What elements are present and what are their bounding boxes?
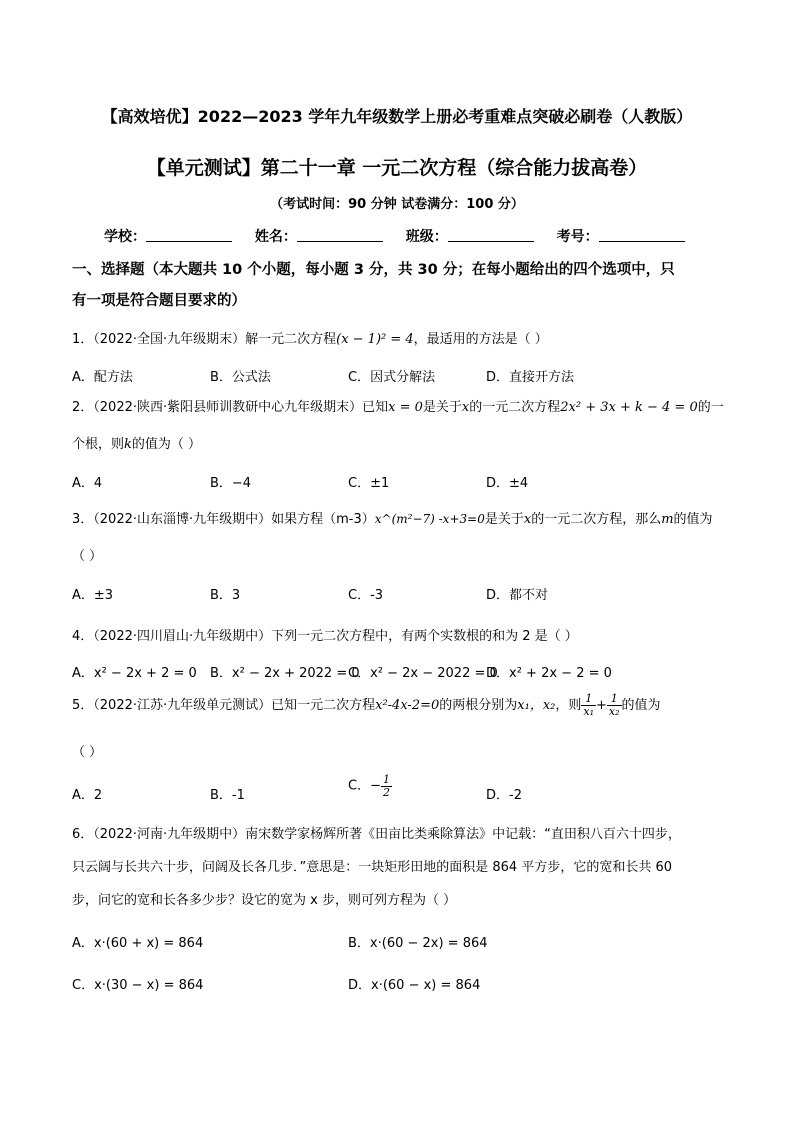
q1-option-c[interactable]: C．因式分解法 (348, 370, 436, 385)
q3-text-c: 的一元二次方程，那么 (531, 512, 662, 527)
q4-option-d[interactable]: D．x² + 2x − 2 = 0 (486, 666, 612, 681)
q1-option-a[interactable]: A．配方法 (72, 370, 133, 385)
unit-test-title: 【单元测试】第二十一章 一元二次方程（综合能力拔高卷） (146, 157, 648, 179)
q4-option-c[interactable]: C．x² − 2x − 2022 = 0 (348, 666, 498, 681)
q6-option-b[interactable]: B．x·(60 − 2x) = 864 (348, 936, 488, 951)
class-blank[interactable] (448, 229, 534, 242)
q2-text-b: 是关于 (422, 400, 462, 415)
q4-option-a[interactable]: A．x² − 2x + 2 = 0 (72, 666, 197, 681)
q5-option-c[interactable] (348, 774, 392, 799)
q2-equation: 2x² + 3x + k − 4 = 0 (560, 400, 698, 415)
exam-number-label: 考号： (556, 229, 599, 245)
q5-option-c-den: 2 (382, 786, 390, 799)
q2-option-c[interactable]: C．±1 (348, 476, 390, 491)
q1-text-end: ，最适用的方法是（ ） (413, 332, 548, 347)
q5-text-b: 的两根分别为 (439, 698, 518, 713)
q2-var: x (461, 400, 470, 415)
q1-equation: (x − 1)² = 4 (336, 332, 414, 347)
school-field[interactable] (104, 226, 232, 246)
exam-number-blank[interactable] (599, 229, 685, 242)
q6-option-d[interactable]: D．x·(60 − x) = 864 (348, 978, 481, 993)
question-6-line2: 只云阔与长共六十步，问阔及长各几步．”意思是：一块矩形田地的面积是 864 平方步，它的宽和长共 60 (72, 860, 672, 875)
q5-frac1-num: 1 (581, 693, 596, 706)
q3-text-b: 是关于 (484, 512, 524, 527)
q5-equation: x²-4x-2=0 (375, 698, 440, 713)
q1-option-b[interactable]: B．公式法 (210, 370, 271, 385)
class-label: 班级： (405, 229, 448, 245)
name-blank[interactable] (297, 229, 383, 242)
q2-line2-b: 的值为（ ） (131, 437, 202, 452)
q5-option-a[interactable]: A．2 (72, 788, 103, 803)
question-2-line2 (72, 433, 201, 452)
exam-info: （考试时间：90 分钟 试卷满分：100 分） (270, 197, 524, 212)
q5-frac2-num: 1 (607, 693, 622, 706)
q6-option-c[interactable]: C．x·(30 − x) = 864 (72, 978, 204, 993)
q5-text-a: 5．（2022·江苏·九年级单元测试）已知一元二次方程 (72, 698, 376, 713)
q5-frac2-den: x₂ (608, 705, 620, 718)
q5-text-c: ，则 (555, 698, 582, 713)
paper-title: 【高效培优】2022—2023 学年九年级数学上册必考重难点突破必刷卷（人教版） (101, 107, 693, 126)
q2-option-b[interactable]: B．−4 (210, 476, 252, 491)
q3-var: x (523, 512, 532, 527)
q5-text-d: 的值为 (621, 698, 661, 713)
name-field[interactable] (255, 226, 383, 246)
q5-option-b[interactable]: B．-1 (210, 788, 245, 803)
section-heading-line2: 有一项是符合题目要求的） (72, 293, 246, 309)
q2-line2-a: 个根，则 (72, 437, 125, 452)
q3-option-d[interactable]: D．都不对 (486, 588, 549, 603)
q3-text-d: 的值为 (673, 512, 713, 527)
q5-option-c-num: 1 (382, 773, 390, 786)
question-6-line3: 步，问它的宽和长各多少步？设它的宽为 x 步，则可列方程为（ ） (72, 893, 457, 908)
q5-roots: x₁，x₂ (517, 698, 556, 713)
question-5-stem (72, 690, 661, 722)
question-4-stem: 4．（2022·四川眉山·九年级期中）下列一元二次方程中，有两个实数根的和为 2 是（ ） (72, 629, 578, 644)
q3-option-c[interactable]: C．-3 (348, 588, 384, 603)
q2-text-a: 2．（2022·陕西·紫阳县师训教研中心九年级期末）已知 (72, 400, 389, 415)
q5-fraction-1 (581, 693, 596, 718)
question-1-stem (72, 328, 548, 347)
q1-option-d[interactable]: D．直接开方法 (486, 370, 575, 385)
question-3-line2: （ ） (72, 549, 103, 564)
q2-option-a[interactable]: A．4 (72, 476, 103, 491)
question-5-line2: （ ） (72, 745, 103, 760)
school-label: 学校： (104, 229, 146, 245)
q5-plus: + (596, 698, 607, 713)
question-2-stem (72, 396, 724, 415)
q3-option-b[interactable]: B．3 (210, 588, 241, 603)
class-field[interactable] (406, 226, 534, 246)
q1-text: 1．（2022·全国·九年级期末）解一元二次方程 (72, 332, 337, 347)
question-3-stem (72, 508, 713, 527)
q4-option-b[interactable]: B．x² − 2x + 2022 = 0 (210, 666, 360, 681)
q5-fraction-2 (607, 693, 622, 718)
q3-equation: x^(m²−7) -x+3=0 (374, 512, 485, 526)
q2-condition: x = 0 (388, 400, 423, 415)
exam-number-field[interactable] (557, 226, 685, 246)
q2-text-c: 的一元二次方程 (469, 400, 561, 415)
q6-option-a[interactable]: A．x·(60 + x) = 864 (72, 936, 204, 951)
q5-option-c-fraction (381, 774, 392, 799)
name-label: 姓名： (254, 229, 297, 245)
q3-option-a[interactable]: A．±3 (72, 588, 114, 603)
q2-k: k (124, 437, 132, 452)
q3-m: m (661, 512, 674, 527)
q2-option-d[interactable]: D．±4 (486, 476, 529, 491)
q5-option-d[interactable]: D．-2 (486, 788, 522, 803)
q2-text-d: 的一 (697, 400, 724, 415)
student-info-row (104, 226, 703, 246)
section-heading-line1: 一、选择题（本大题共 10 个小题，每小题 3 分，共 30 分；在每小题给出的四个选项中，只 (72, 262, 675, 278)
school-blank[interactable] (146, 229, 232, 242)
q3-text-a: 3．（2022·山东淄博·九年级期中）如果方程（m-3） (72, 512, 375, 527)
q5-option-c-label: C．− (348, 778, 381, 794)
q5-frac1-den: x₁ (583, 705, 595, 718)
question-6-line1: 6．（2022·河南·九年级期中）南宋数学家杨辉所著《田亩比类乘除算法》中记载：“直田积八百六十四步， (72, 827, 681, 842)
